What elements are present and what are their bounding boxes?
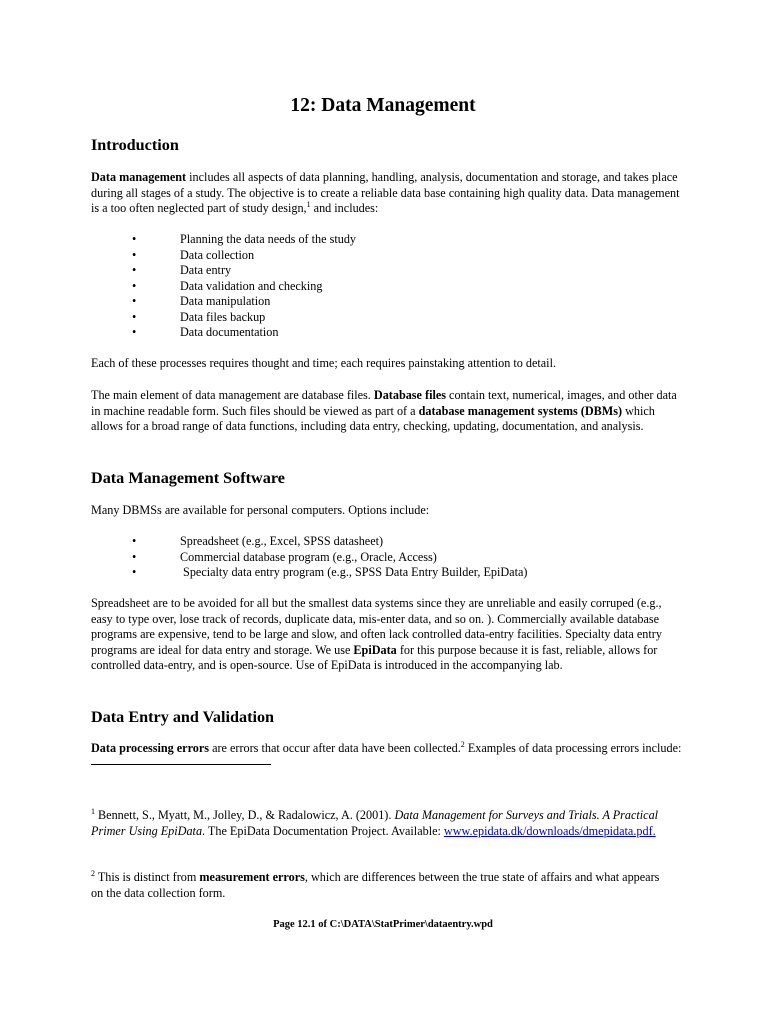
list-item: • Data entry [132,263,232,277]
section-heading-validation: Data Entry and Validation [91,708,275,726]
intro-paragraph-2: Each of these processes requires thought and time; each requires painstaking attention to detail. [91,356,557,370]
term-data-management: Data management [91,170,187,184]
list-item: • Specialty data entry program (e.g., SPSS Data Entry Builder, EpiData) [132,565,528,579]
term-dbms: database management systems (DBMs) [418,403,623,418]
list-item: • Data files backup [132,309,266,324]
footnote-divider [91,764,271,765]
bullet-icon: • [132,549,137,564]
intro-p1-tail: and includes: [310,201,379,215]
page-title: 12: Data Management [290,95,476,116]
footnote-number-1: 1 [91,807,95,816]
bullet-icon: • [132,534,137,548]
software-bullet-list [91,534,651,581]
software-paragraph-2: Spreadsheet are to be avoided for all but the smallest data systems since they are unreliable and easily corruped (e.g., easy to type over, lose track of records, duplicate data, mis-enter data, and so on. ). Commercially available database programs are expensive, tend to be large and slow, and often lack controlled data-entry facilities. Specialty data entry programs are ideal for data entry and storage. We use EpiData for this purpose because it is fast, reliable, allows for controlled data-entry, and is open-source. Use of EpiData is introduced in the accompanying lab. [91,596,662,672]
bullet-icon: • [132,278,137,293]
footnote-book-title: Data Management for Surveys and Trials. A Practical Primer Using EpiData [91,808,659,838]
bullet-icon: • [132,309,137,324]
list-item: • Data collection [132,247,255,262]
term-measurement-errors: measurement errors [199,870,305,884]
footnote-1: $^1$ Bennett, S., Myatt, M., Jolley, D., & Radalowicz, A. (2001). Data Management for Surveys and Trials. A Practical Primer Using EpiData. The EpiData Documentation Project. Available: www.epidata.dk/downloads/dmepidata.pdf. [91,807,659,838]
list-item: • Data validation and checking [132,278,323,293]
list-item: • Data documentation [132,325,279,339]
list-item: • Commercial database program (e.g., Oracle, Access) [132,549,437,564]
intro-paragraph-3: The main element of data management are database files. Database files contain text, numerical, images, and other data in machine readable form. Such files should be viewed as part of a database management systems (DBMs) which allows for a broad range of data functions, including data entry, checking, updating, documentation, and analysis. [91,388,677,433]
intro-bullet-list [91,232,651,341]
term-database-files: Database files [373,388,446,402]
list-item: • Spreadsheet (e.g., Excel, SPSS datasheet) [132,534,384,548]
term-data-processing-errors: Data processing errors [91,741,210,755]
bullet-icon: • [132,247,137,262]
list-item: • Planning the data needs of the study [132,232,357,246]
page-footer: Page 12.1 of C:\DATA\StatPrimer\dataentry.wpd [273,919,493,930]
bullet-icon: • [132,294,137,308]
list-item: • Data manipulation [132,294,271,308]
footnote-ref-1[interactable]: 1 [306,200,311,209]
intro-paragraph-1 [91,170,683,217]
software-paragraph-1: Many DBMSs are available for personal computers. Options include: [91,503,430,517]
term-epidata: EpiData [353,642,397,657]
epidata-link[interactable]: www.epidata.dk/downloads/dmepidata.pdf. [443,823,656,838]
validation-paragraph-1: Data processing errors are errors that occur after data have been collected.$^2$ Examples of data processing errors include: [91,740,682,755]
footnote-ref-2[interactable]: 2 [460,740,465,749]
intro-p1-text: includes all aspects of data planning, handling, analysis, documentation and storage, and takes place during all stages of a study. The objective is to create a reliable data base containing high quality data. Data management is a too often neglected part of study design, [91,170,680,215]
section-heading-software: Data Management Software [91,469,285,487]
bullet-icon: • [132,325,137,339]
footnote-number-2: 2 [91,869,95,878]
bullet-icon: • [132,263,137,277]
bullet-icon: • [132,232,137,246]
bullet-icon: • [132,565,137,579]
footnote-2: $^2$ This is distinct from measurement errors, which are differences between the true state of affairs and what appears on the data collection form. [91,869,660,900]
section-heading-introduction: Introduction [91,136,179,154]
